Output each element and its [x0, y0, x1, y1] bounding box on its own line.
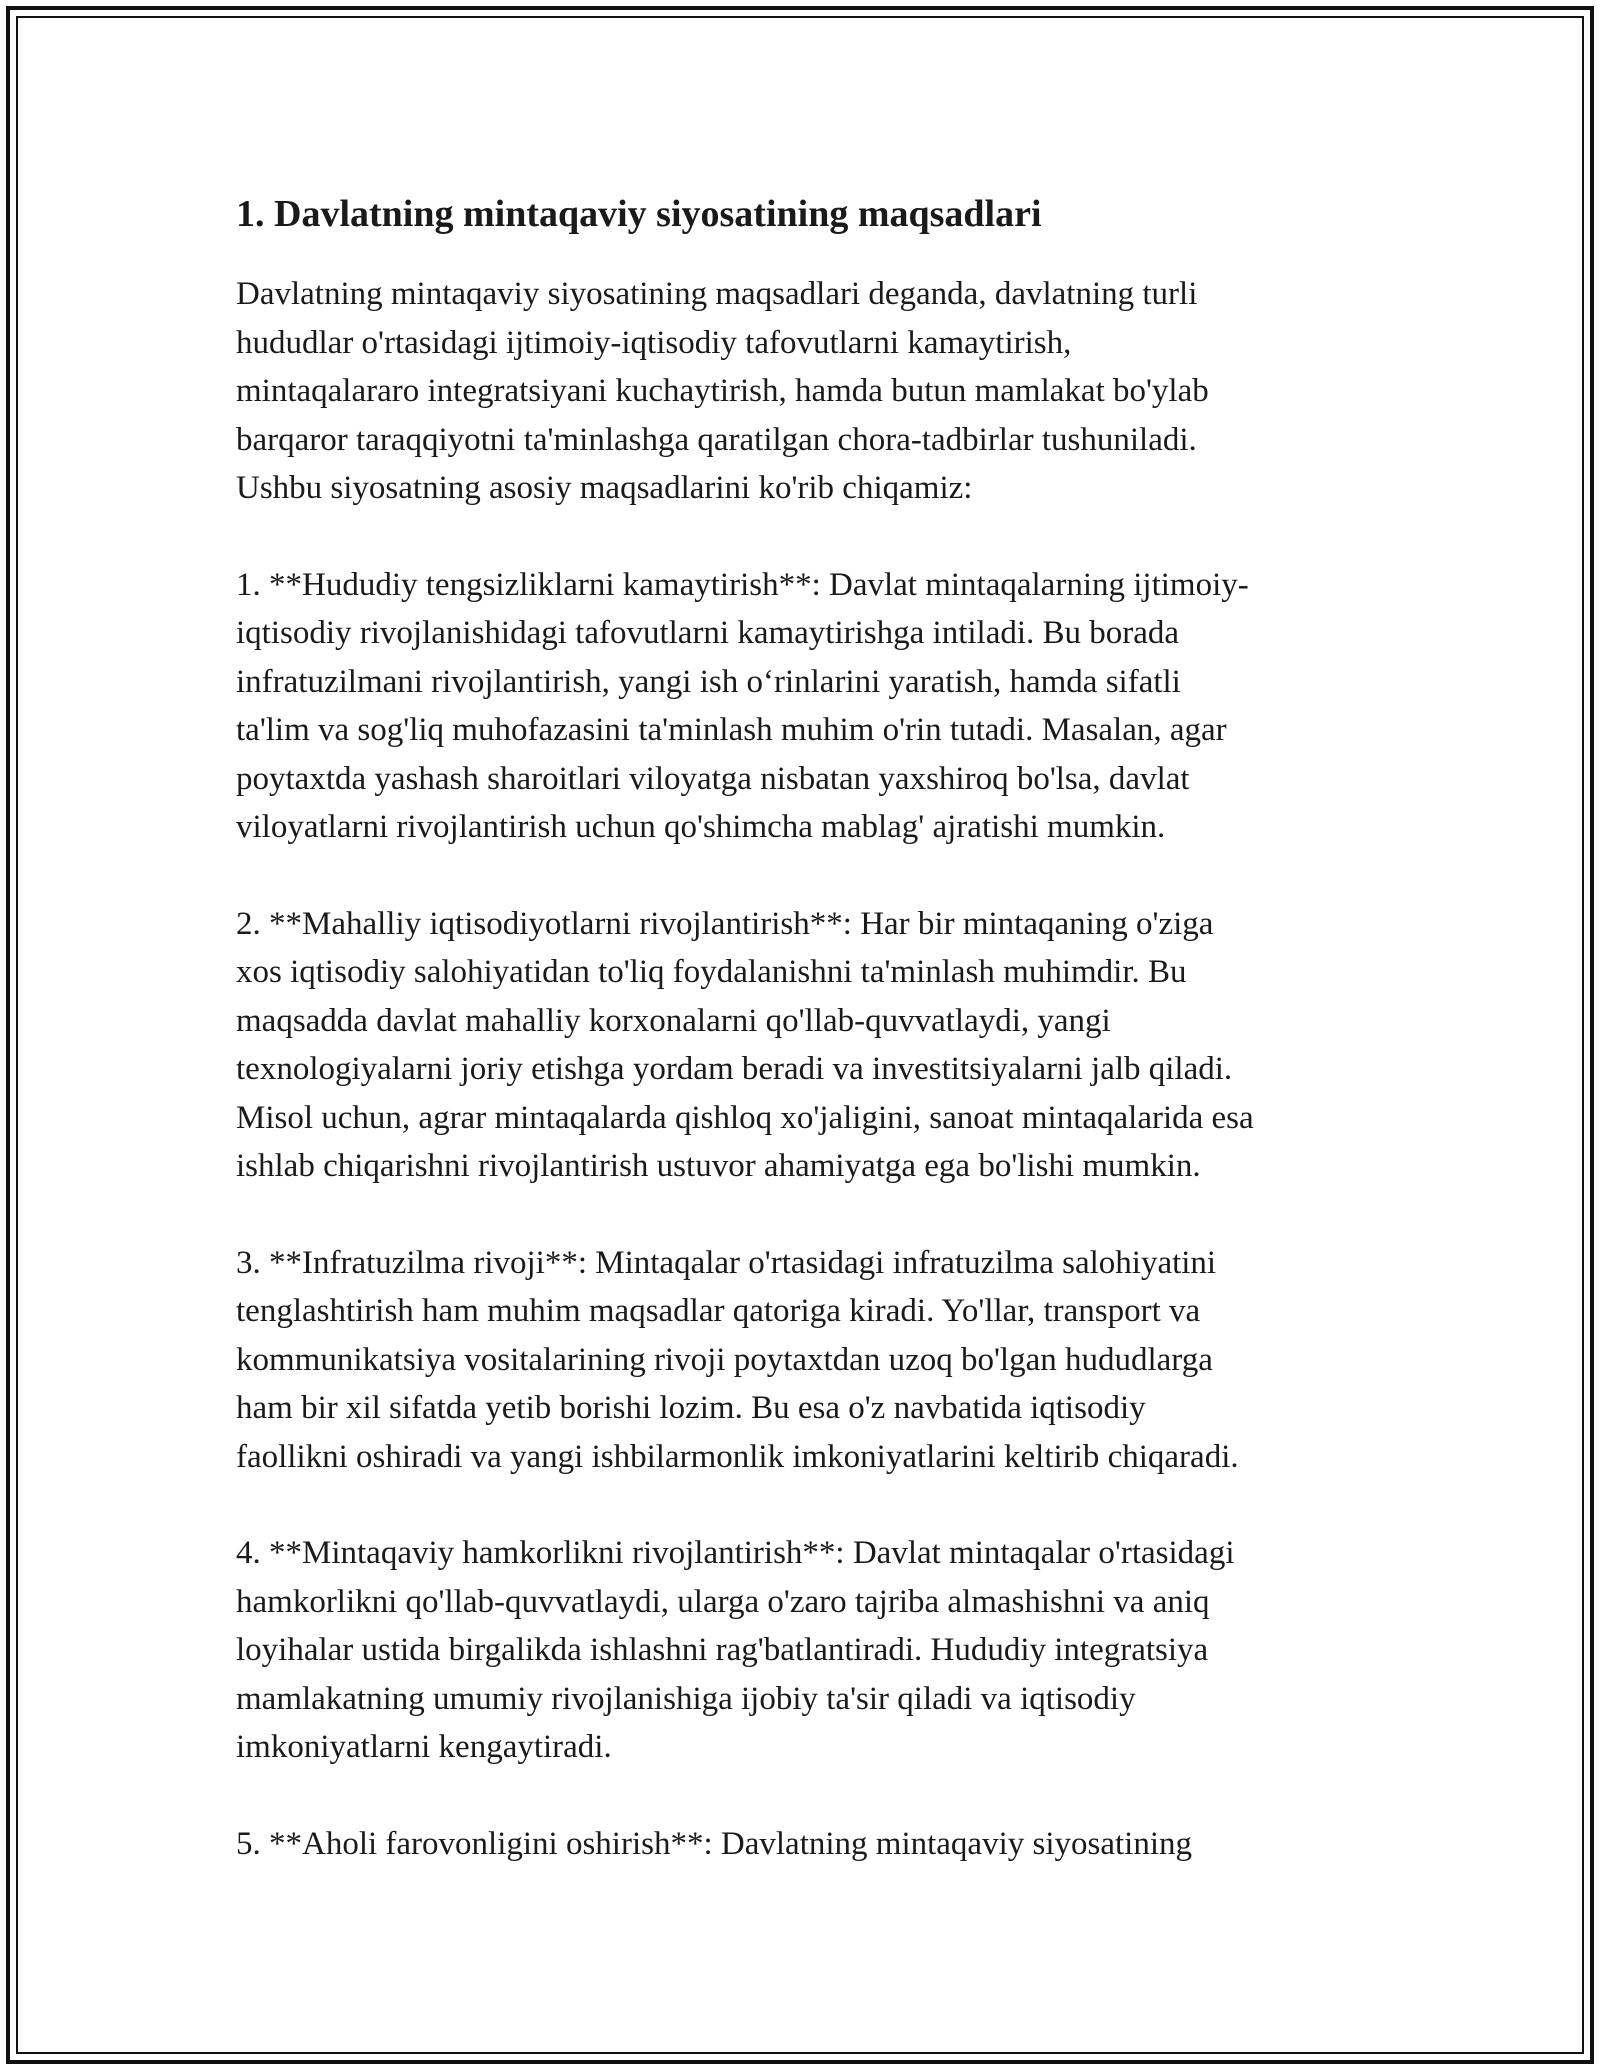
- list-item-5-paragraph: [236, 1820, 1386, 1869]
- text-line: ta'lim va sog'liq muhofazasini ta'minlash muhim o'rin tutadi. Masalan, agar: [236, 712, 1227, 748]
- text-line: Ushbu siyosatning asosiy maqsadlarini ko'rib chiqamiz:: [236, 470, 973, 506]
- text-line: Davlatning mintaqaviy siyosatining maqsadlari deganda, davlatning turli: [236, 276, 1198, 312]
- list-item-4-paragraph: [236, 1529, 1386, 1772]
- text-line: mamlakatning umumiy rivojlanishiga ijobiy ta'sir qiladi va iqtisodiy: [236, 1680, 1136, 1717]
- list-item-2-paragraph: [236, 900, 1386, 1191]
- document-body: [236, 186, 1386, 1916]
- text-line: hududlar o'rtasidagi ijtimoiy-iqtisodiy tafovutlarni kamaytirish,: [236, 324, 1072, 361]
- text-line: maqsadda davlat mahalliy korxonalarni qo'llab-quvvatlaydi, yangi: [236, 1002, 1111, 1039]
- list-item-3-paragraph: [236, 1239, 1386, 1482]
- text-line: mintaqalararo integratsiyani kuchaytirish, hamda butun mamlakat bo'ylab: [236, 373, 1209, 409]
- text-line: hamkorlikni qo'llab-quvvatlaydi, ularga o'zaro tajriba almashishni va aniq: [236, 1583, 1210, 1620]
- text-line: loyihalar ustida birgalikda ishlashni rag'batlantiradi. Hududiy integratsiya: [236, 1632, 1209, 1668]
- text-line: kommunikatsiya vositalarining rivoji poytaxtdan uzoq bo'lgan hududlarga: [236, 1341, 1213, 1378]
- list-item-1-paragraph: [236, 561, 1386, 852]
- text-line: tenglashtirish ham muhim maqsadlar qatoriga kiradi. Yo'llar, transport va: [236, 1293, 1201, 1329]
- text-line: barqaror taraqqiyotni ta'minlashga qaratilgan chora-tadbirlar tushuniladi.: [236, 421, 1197, 458]
- text-line: poytaxtda yashash sharoitlari viloyatga nisbatan yaxshiroq bo'lsa, davlat: [236, 760, 1190, 797]
- text-line: ishlab chiqarishni rivojlantirish ustuvor ahamiyatga ega bo'lishi mumkin.: [236, 1148, 1201, 1184]
- text-line: 3. **Infratuzilma rivoji**: Mintaqalar o'rtasidagi infratuzilma salohiyatini: [236, 1244, 1217, 1281]
- text-line: Misol uchun, agrar mintaqalarda qishloq xo'jaligini, sanoat mintaqalarida esa: [236, 1099, 1254, 1136]
- text-line: 2. **Mahalliy iqtisodiyotlarni rivojlantirish**: Har bir mintaqaning o'ziga: [236, 905, 1214, 942]
- intro-paragraph: [236, 270, 1386, 513]
- text-line: xos iqtisodiy salohiyatidan to'liq foydalanishni ta'minlash muhimdir. Bu: [236, 954, 1187, 990]
- text-line: infratuzilmani rivojlantirish, yangi ish o‘rinlarini yaratish, hamda sifatli: [236, 663, 1181, 700]
- text-line: 4. **Mintaqaviy hamkorlikni rivojlantirish**: Davlat mintaqalar o'rtasidagi: [236, 1535, 1235, 1571]
- text-line: iqtisodiy rivojlanishidagi tafovutlarni kamaytirishga intiladi. Bu borada: [236, 615, 1180, 651]
- text-line: 1. **Hududiy tengsizliklarni kamaytirish**: Davlat mintaqalarning ijtimoiy-: [236, 566, 1249, 603]
- text-line: faollikni oshiradi va yangi ishbilarmonlik imkoniyatlarini keltirib chiqaradi.: [236, 1438, 1239, 1475]
- text-line: texnologiyalarni joriy etishga yordam beradi va investitsiyalarni jalb qiladi.: [236, 1051, 1233, 1087]
- text-line: 5. **Aholi farovonligini oshirish**: Davlatning mintaqaviy siyosatining: [236, 1825, 1193, 1862]
- section-heading: 1. Davlatning mintaqaviy siyosatining maqsadlari: [236, 193, 1042, 235]
- text-line: viloyatlarni rivojlantirish uchun qo'shimcha mablag' ajratishi mumkin.: [236, 809, 1166, 845]
- text-line: imkoniyatlarni kengaytiradi.: [236, 1729, 612, 1765]
- text-line: ham bir xil sifatda yetib borishi lozim. Bu esa o'z navbatida iqtisodiy: [236, 1390, 1146, 1426]
